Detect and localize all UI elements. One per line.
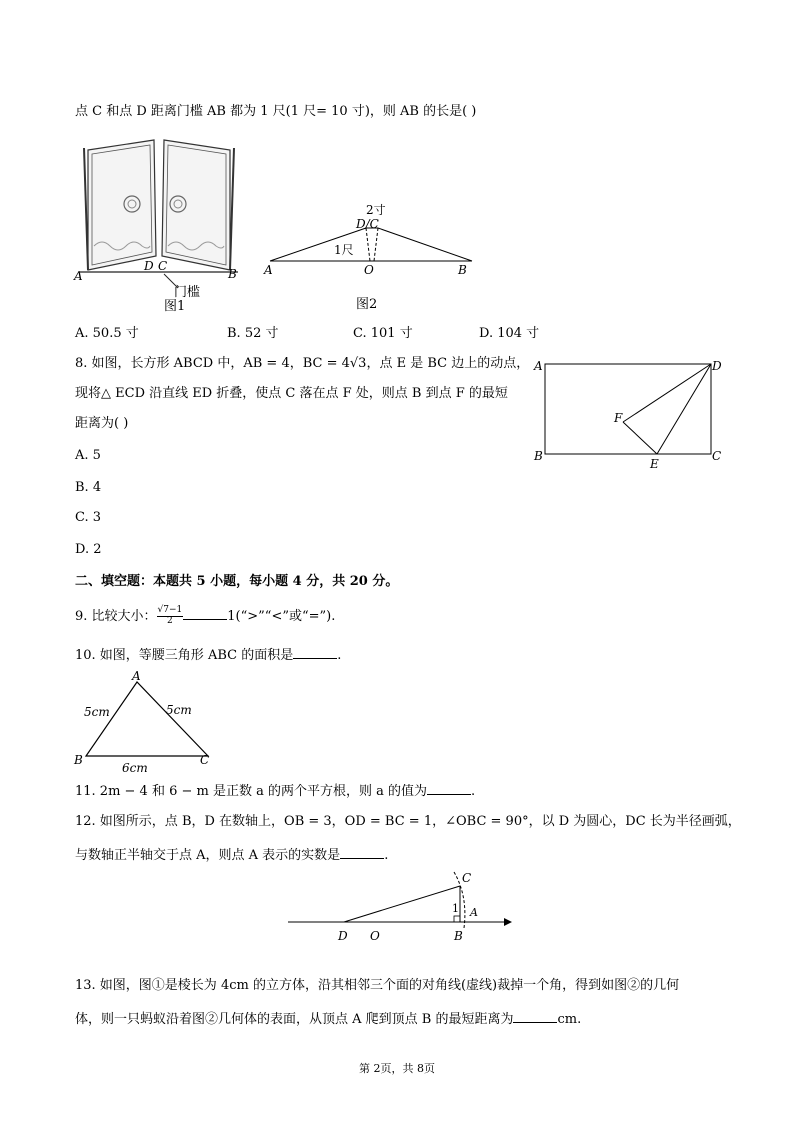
q12-label-D: D: [338, 929, 348, 943]
q10-base: 6cm: [122, 761, 148, 775]
q13-answer-blank[interactable]: [513, 1010, 557, 1023]
q10-end: .: [337, 648, 342, 663]
fig1-caption: 图1: [164, 299, 186, 313]
fig2-label-2cun: 2寸: [366, 203, 386, 217]
q11: [75, 782, 475, 800]
q10-label-B: B: [74, 753, 83, 767]
q8-line-2: 现将△ ECD 沿直线 ED 折叠，使点 C 落在点 F 处，则点 B 到点 F 的最短: [75, 386, 508, 401]
q8-option-b: B. 4: [75, 480, 102, 495]
q8-label-F: F: [614, 411, 623, 425]
q12-label-one: 1: [452, 902, 459, 915]
fig1-threshold-label: 门槛: [174, 285, 201, 300]
q12-end: .: [384, 848, 389, 863]
q13-line-2-text: 体，则一只蚂蚁沿着图②几何体的表面，从顶点 A 爬到顶点 B 的最短距离为: [75, 1012, 514, 1027]
fig1-label-B: B: [228, 267, 237, 281]
q8-figure: [530, 352, 730, 474]
q11-text: 11. 2m − 4 和 6 − m 是正数 a 的两个平方根，则 a 的值为: [75, 784, 428, 799]
q12-figure: [284, 866, 514, 946]
fig1-label-D: D: [144, 259, 154, 273]
fig2-label-O: O: [364, 263, 374, 277]
q12-label-O: O: [370, 929, 380, 943]
right-door-panel: [162, 140, 230, 270]
q9-prefix: 9. 比较大小：: [75, 608, 157, 624]
q8-label-B: B: [534, 449, 543, 463]
q10-figure: [72, 668, 222, 778]
left-door-panel: [88, 140, 156, 270]
q12-line-2: [75, 846, 388, 864]
fig2-caption: 图2: [356, 297, 378, 312]
q10-side-left: 5cm: [84, 705, 110, 719]
q10-label-C: C: [200, 753, 210, 767]
q13-line-1: 13. 如图，图①是棱长为 4cm 的立方体，沿其相邻三个面的对角线(虚线)裁掉一个角，得到如图②的几何: [75, 978, 680, 993]
q12-answer-blank[interactable]: [340, 846, 384, 859]
q8-label-E: E: [650, 457, 659, 471]
q9-answer-blank[interactable]: [183, 607, 227, 620]
q10-text: 10. 如图，等腰三角形 ABC 的面积是: [75, 648, 294, 663]
q8-option-c: C. 3: [75, 510, 102, 525]
fig2-label-B: B: [458, 263, 467, 277]
q11-answer-blank[interactable]: [427, 782, 471, 795]
fig2-label-A: A: [264, 263, 273, 277]
page-footer: 第 2页，共 8页: [359, 1062, 435, 1075]
q12-label-B: B: [454, 929, 463, 943]
q8-line-1: 8. 如图，长方形 ABCD 中，AB = 4，BC = 4√3，点 E 是 BC 边上的动点，: [75, 356, 530, 371]
q7-figure-2: [262, 198, 482, 313]
q12-label-C: C: [462, 871, 472, 885]
q12-label-A: A: [470, 906, 478, 919]
q8-label-A: A: [534, 359, 543, 373]
q9: [75, 606, 335, 627]
q9-fraction: [157, 606, 184, 627]
q11-end: .: [471, 784, 476, 799]
q10-answer-blank[interactable]: [293, 646, 337, 659]
q9-suffix: 1(“>”“<”或“=”).: [227, 608, 336, 624]
q8-label-D: D: [712, 359, 722, 373]
q7-option-a: A. 50.5 寸: [75, 326, 139, 341]
q8-line-3: 距离为( ): [75, 416, 129, 431]
q12-line-2-text: 与数轴正半轴交于点 A，则点 A 表示的实数是: [75, 848, 341, 863]
q7-option-d: D. 104 寸: [479, 326, 540, 341]
fig2-label-1chi: 1尺: [334, 243, 354, 257]
q12-line-1: 12. 如图所示，点 B，D 在数轴上，OB = 3，OD = BC = 1，∠OBC = 90°，以 D 为圆心，DC 长为半径画弧，: [75, 814, 741, 829]
q7-option-b: B. 52 寸: [227, 326, 279, 341]
q9-fraction-den: 2: [167, 615, 173, 626]
fig2-label-DC: D/C: [356, 217, 379, 231]
q7-stem: 点 C 和点 D 距离门槛 AB 都为 1 尺(1 尺= 10 寸)，则 AB 的长是( ): [75, 104, 477, 119]
section-2-title: 二、填空题：本题共 5 小题，每小题 4 分，共 20 分。: [75, 574, 399, 589]
fig1-label-C: C: [158, 259, 168, 273]
q7-figure-1: [72, 138, 252, 313]
q9-fraction-num: √7−1: [157, 605, 183, 615]
q8-label-C: C: [712, 449, 722, 463]
q7-option-c: C. 101 寸: [353, 326, 413, 341]
fig1-label-A: A: [74, 269, 83, 283]
q10-label-A: A: [132, 669, 141, 683]
q13-line-2: [75, 1010, 581, 1028]
q10: [75, 646, 341, 664]
q8-option-d: D. 2: [75, 542, 102, 557]
q8-option-a: A. 5: [75, 448, 101, 463]
q13-unit: cm.: [557, 1012, 582, 1027]
q10-side-right: 5cm: [166, 703, 192, 717]
